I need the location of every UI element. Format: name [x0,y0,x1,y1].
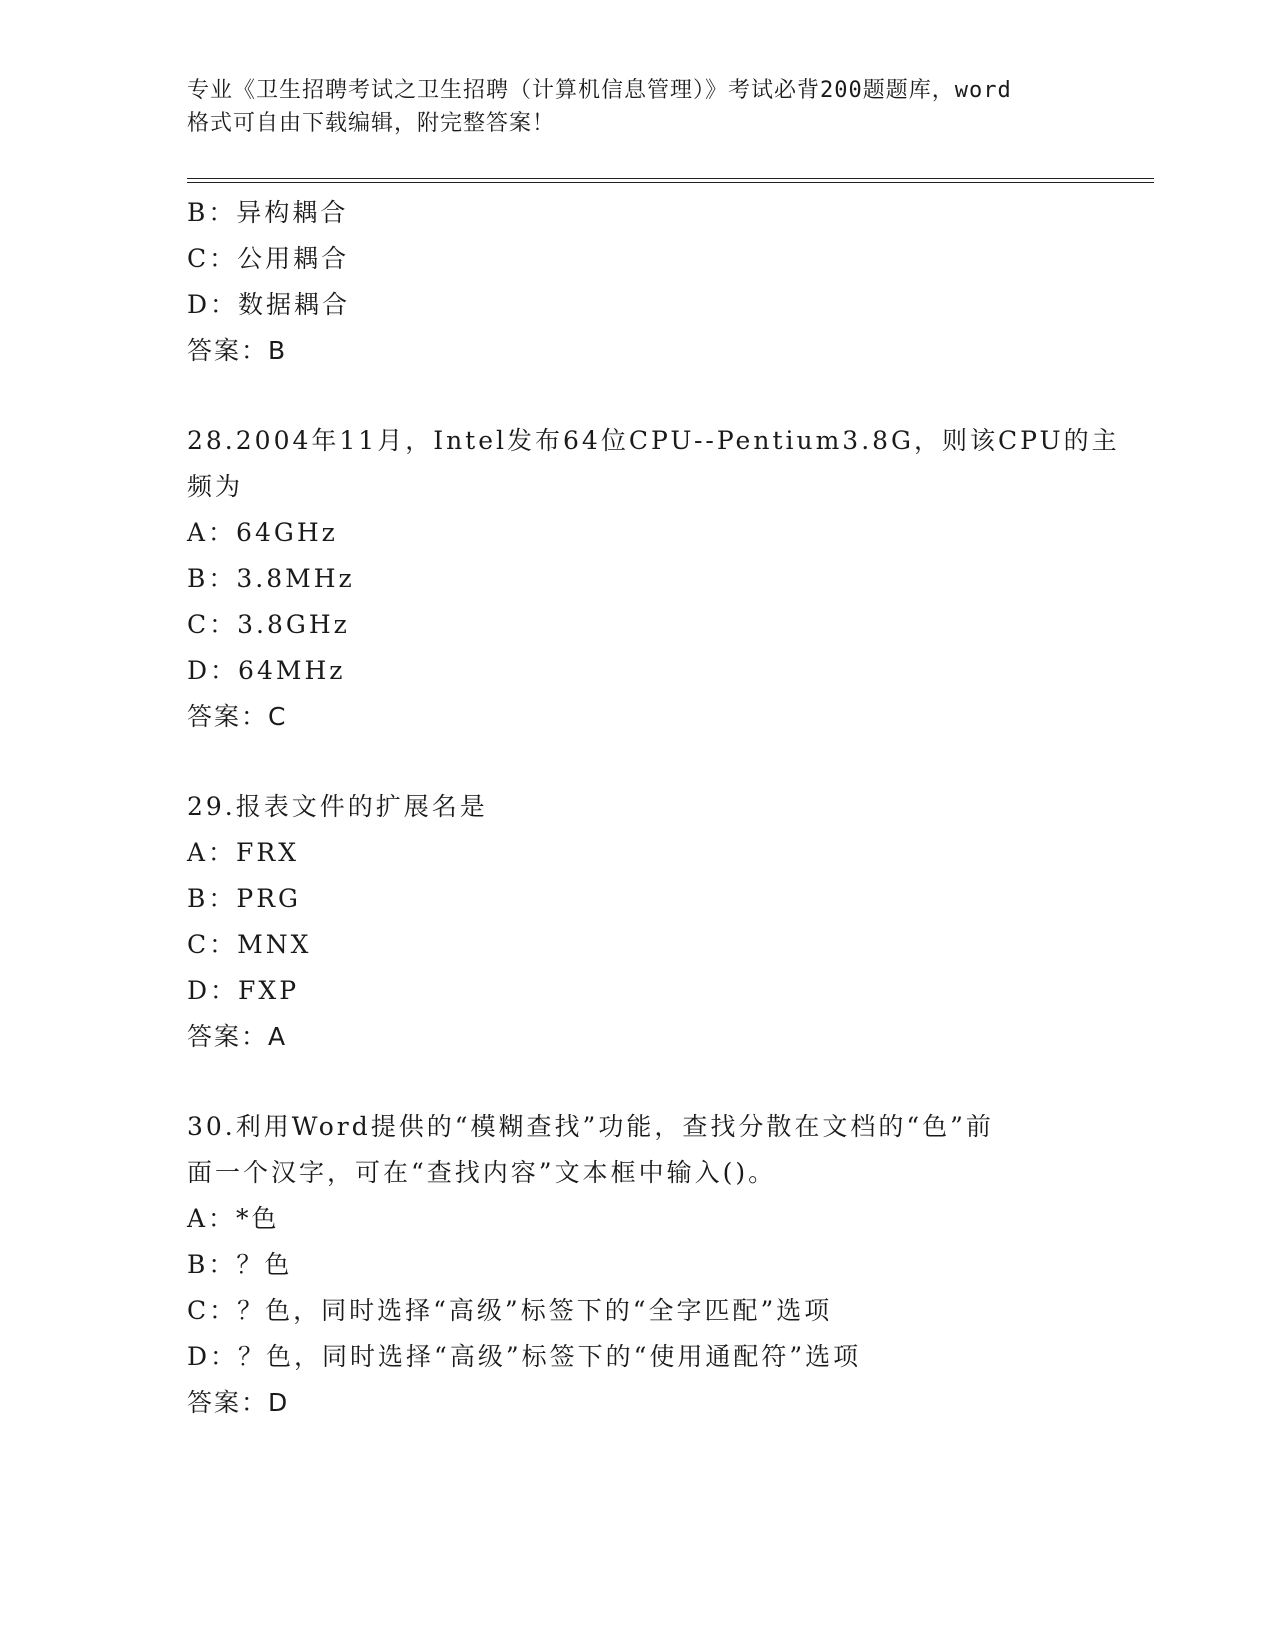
question-stem: 30.利用Word提供的“模糊查找”功能，查找分散在文档的“色”前 [187,1112,994,1141]
question-30 [187,1104,1087,1426]
option-a: A：64GHz [187,518,338,547]
answer: 答案：A [187,1022,288,1051]
option-b: B：异构耦合 [187,198,349,227]
option-d: D：？色，同时选择“高级”标签下的“使用通配符”选项 [187,1342,862,1371]
option-a: A：*色 [187,1204,280,1233]
option-c: C：？色，同时选择“高级”标签下的“全字匹配”选项 [187,1296,833,1325]
question-27 [187,190,1087,374]
option-b: B：？色 [187,1250,293,1279]
option-d: D：FXP [187,976,300,1005]
option-c: C：公用耦合 [187,244,350,273]
question-stem: 28.2004年11月，Intel发布64位CPU--Pentium3.8G，则该CPU的主 [187,426,1120,455]
answer: 答案：C [187,702,288,731]
question-29 [187,784,1087,1060]
option-d: D：数据耦合 [187,290,351,319]
document-header: 专业《卫生招聘考试之卫生招聘（计算机信息管理）》考试必背200题题库，word 格式可自由下载编辑，附完整答案！ [187,78,1012,136]
spacer [187,374,1087,418]
option-c: C：MNX [187,930,312,959]
option-b: B：3.8MHz [187,564,355,593]
option-b: B：PRG [187,884,301,913]
question-stem-continued: 面一个汉字，可在“查找内容”文本框中输入()。 [187,1158,777,1187]
answer: 答案：D [187,1388,290,1417]
option-a: A：FRX [187,838,300,867]
option-d: D：64MHz [187,656,346,685]
question-28 [187,418,1120,740]
answer: 答案：B [187,336,288,365]
spacer [187,740,1087,784]
question-list [187,190,1120,1426]
option-c: C：3.8GHz [187,610,350,639]
spacer [187,1060,1087,1104]
question-stem: 29.报表文件的扩展名是 [187,792,488,821]
header-divider-bottom [187,182,1154,183]
question-stem-continued: 频为 [187,472,244,501]
header-divider-top [187,178,1154,179]
